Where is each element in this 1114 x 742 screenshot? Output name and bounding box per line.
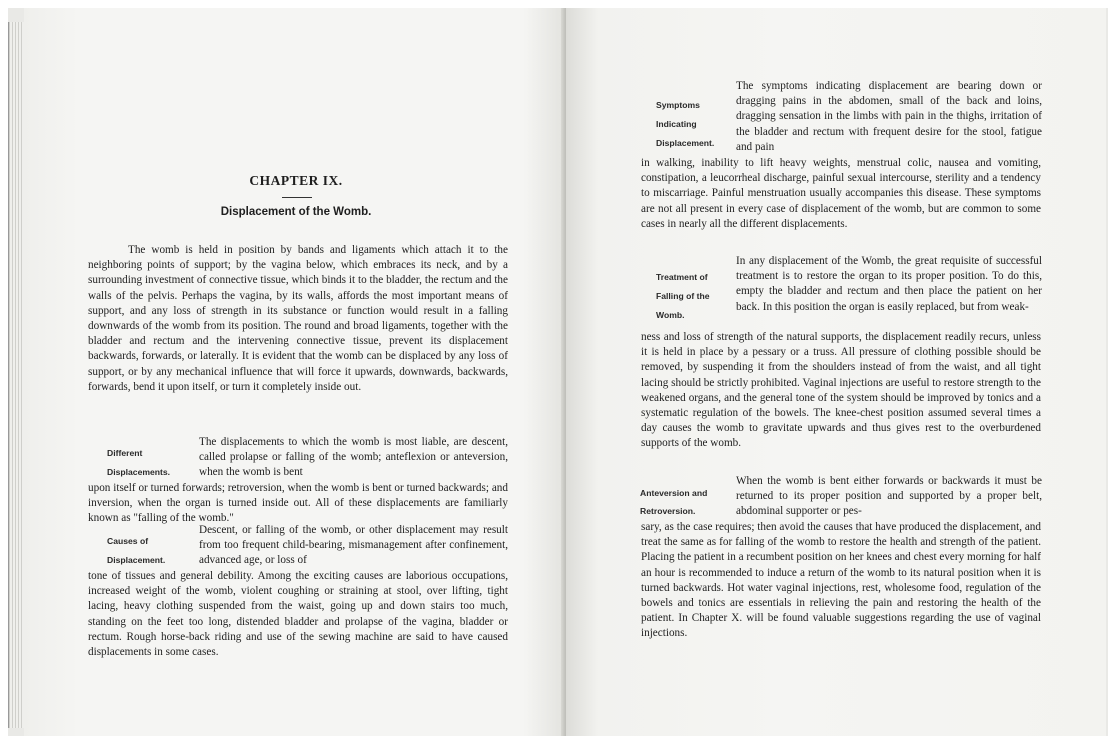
- treatment-paragraph-indented: In any displacement of the Womb, the great requisite of successful treatment is to restore the organ to its proper position. To do this, empty the bladder and rectum and then place the patient on her back. In this position the organ is easily replaced, but from weak-: [736, 255, 1042, 313]
- side-note-different-displacements: Different Displacements.: [107, 448, 171, 477]
- treatment-paragraph: ness and loss of strength of the natural supports, the displacement readily recurs, unless it is held in place by a pessary or a truss. All pressure of clothing possible should be removed, by suspending it from the shoulders instead of from the waist, and all tight lacing should be strictly prohibited. Vaginal injections are useful to restore strength to the weakened organs, and the general tone of the system should be improved by tonics and a systematic regulation of the bowels. The knee-chest position assumed several times a day causes the womb to gravitate upwards and thus gives rest to the overburdened supports of the womb.: [641, 331, 1041, 450]
- side-note-causes: Causes of Displacement.: [107, 536, 166, 565]
- side-note-symptoms: Symptoms Indicating Displacement.: [656, 100, 715, 148]
- heading-rule: [282, 197, 312, 198]
- side-note-treatment: Treatment of Falling of the Womb.: [656, 272, 710, 320]
- open-book: [8, 8, 1108, 736]
- anteversion-paragraph: sary, as the case requires; then avoid the causes that have produced the displacement, and treat the same as for falling of the womb to restore the health and strength of the patient. Placing the patient in a recumbent position on her knees and chest every morning for half an hour is recommended to induce a return of the womb to its natural position when it is turned backwards. Hot water vaginal injections, rest, wholesome food, regulation of the bowels and tonics are essentials in relieving the pain and restoring the health of the patient. In Chapter X. will be found valuable suggestions regarding the use of vaginal injections.: [641, 521, 1041, 640]
- causes-paragraph-indented: Descent, or falling of the womb, or other displacement may result from too frequent child-bearing, mismanagement after confinement, advanced age, or loss of: [199, 524, 508, 567]
- symptoms-paragraph-indented: The symptoms indicating displacement are bearing down or dragging pains in the abdomen, small of the back and loins, dragging sensation in the limbs with pain in the thighs, irritation of the bladder and rectum with frequent desire for the stool, fatigue and pain: [736, 80, 1042, 153]
- right-page: [566, 8, 1106, 736]
- section-title: Displacement of the Womb.: [220, 206, 372, 218]
- anteversion-paragraph-indented: When the womb is bent either forwards or backwards it must be returned to its proper position and supported by a proper belt, abdominal supporter or pes-: [736, 475, 1042, 518]
- chapter-heading: CHAPTER IX.: [249, 173, 343, 188]
- displacements-paragraph: upon itself or turned forwards; retroversion, when the womb is bent or turned backwards; and inversion, when the organ is turned inside out. All of these displacements are familiarly known as "falling of the womb.": [88, 482, 508, 525]
- intro-paragraph: The womb is held in position by bands and ligaments which attach it to the neighboring points of support; by the vagina below, which embraces its neck, and by a surrounding investment of connective tissue, which binds it to the bladder, the rectum and the walls of the pelvis. Perhaps the vagina, by its walls, affords the most important means of support, and any loss of strength in its substance or function would result in a falling downwards of the womb from its position. The round and broad ligaments, together with the bladder and rectum and the intervening connective tissue, prevent its displacement backwards, forwards, or laterally. It is evident that the womb can be displaced by any loss of support, or by any mechanical influence that will force it upwards, downwards, backwards, forwards, bend it upon itself, or turn it completely inside out.: [88, 244, 508, 393]
- side-note-anteversion: Anteversion and Retroversion.: [640, 488, 708, 516]
- left-page: [24, 8, 568, 736]
- displacements-paragraph-indented: The displacements to which the womb is most liable, are descent, called prolapse or falling of the womb; anteflexion or anteversion, when the womb is bent: [199, 436, 508, 479]
- symptoms-paragraph: in walking, inability to lift heavy weights, menstrual colic, nausea and vomiting, constipation, a leucorrheal discharge, painful sexual intercourse, sterility and a tendency to miscarriage. Painful menstruation usually accompanies this disease. These symptoms are not all present in every case of displacement of the womb, but are common to some cases in nearly all the different displacements.: [641, 157, 1041, 230]
- causes-paragraph: tone of tissues and general debility. Among the exciting causes are laborious occupations, increased weight of the womb, violent coughing or straining at stool, over lifting, tight lacing, heavy clothing suspended from the waist, going up and down stairs too much, standing on the feet too long, distended bladder and prolapse of the vagina, bladder or rectum. Rough horse-back riding and use of the sewing machine are said to have caused displacements in some cases.: [88, 570, 508, 659]
